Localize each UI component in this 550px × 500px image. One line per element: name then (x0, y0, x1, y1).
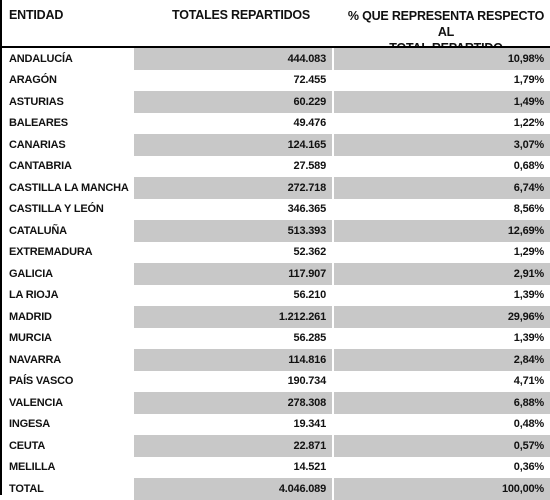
cell-total: 513.393 (134, 220, 334, 242)
cell-entidad: CATALUÑA (9, 224, 67, 237)
cell-porcentaje: 12,69% (334, 220, 550, 242)
cell-total: 56.285 (134, 328, 334, 350)
table-row (0, 91, 550, 113)
table-row (0, 199, 550, 221)
cell-porcentaje: 100,00% (334, 478, 550, 500)
cell-porcentaje: 3,07% (334, 134, 550, 156)
cell-total: 56.210 (134, 285, 334, 307)
table-row (0, 70, 550, 92)
cell-entidad: INGESA (9, 418, 50, 431)
cell-porcentaje: 0,36% (513, 461, 544, 474)
cell-total: 117.907 (134, 263, 334, 285)
cell-entidad: NAVARRA (9, 353, 61, 366)
cell-total: 60.229 (134, 91, 334, 113)
cell-total: 114.816 (134, 349, 334, 371)
cell-porcentaje: 10,98% (334, 48, 550, 70)
cell-entidad: CASTILLA Y LEÓN (9, 203, 104, 216)
cell-entidad: CASTILLA LA MANCHA (9, 181, 129, 194)
table-row (0, 177, 550, 199)
cell-total: 22.871 (134, 435, 334, 457)
cell-total: 4.046.089 (134, 478, 334, 500)
cell-total: 27.589 (134, 156, 334, 178)
cell-total: 52.362 (134, 242, 334, 264)
cell-entidad: CEUTA (9, 439, 46, 452)
header-porcentaje-line1: % QUE REPRESENTA RESPECTO AL (347, 9, 545, 39)
cell-porcentaje: 29,96% (334, 306, 550, 328)
cell-total: 19.341 (134, 414, 334, 436)
cell-porcentaje: 8,56% (513, 203, 544, 216)
cell-porcentaje: 1,79% (513, 74, 544, 87)
cell-total: 49.476 (134, 113, 334, 135)
table-row (0, 435, 550, 457)
table-body (0, 48, 550, 500)
cell-entidad: ASTURIAS (9, 95, 64, 108)
header-entidad: ENTIDAD (9, 8, 64, 22)
cell-porcentaje: 1,22% (513, 117, 544, 130)
table-row (0, 48, 550, 70)
table-row (0, 478, 550, 500)
table-row (0, 457, 550, 479)
table-row (0, 371, 550, 393)
table-row (0, 306, 550, 328)
table-header (0, 0, 550, 46)
cell-total: 272.718 (134, 177, 334, 199)
cell-entidad: BALEARES (9, 117, 68, 130)
cell-porcentaje: 1,39% (513, 289, 544, 302)
cell-total: 346.365 (134, 199, 334, 221)
table-row (0, 349, 550, 371)
cell-porcentaje: 2,91% (334, 263, 550, 285)
cell-entidad: MELILLA (9, 461, 56, 474)
cell-total: 190.734 (134, 371, 334, 393)
cell-porcentaje: 0,68% (513, 160, 544, 173)
table-row (0, 263, 550, 285)
cell-entidad: MURCIA (9, 332, 52, 345)
table-row (0, 285, 550, 307)
cell-porcentaje: 4,71% (513, 375, 544, 388)
cell-total: 72.455 (134, 70, 334, 92)
table-row (0, 392, 550, 414)
cell-total: 1.212.261 (134, 306, 334, 328)
cell-entidad: ANDALUCÍA (9, 52, 73, 65)
cell-entidad: ARAGÓN (9, 74, 57, 87)
cell-porcentaje: 0,57% (334, 435, 550, 457)
cell-entidad: TOTAL (9, 482, 44, 495)
table-row (0, 156, 550, 178)
cell-entidad: GALICIA (9, 267, 53, 280)
cell-entidad: LA RIOJA (9, 289, 59, 302)
header-totales: TOTALES REPARTIDOS (172, 8, 311, 22)
cell-total: 14.521 (134, 457, 334, 479)
table-row (0, 414, 550, 436)
cell-entidad: PAÍS VASCO (9, 375, 74, 388)
cell-entidad: EXTREMADURA (9, 246, 93, 259)
cell-total: 278.308 (134, 392, 334, 414)
cell-entidad: CANARIAS (9, 138, 66, 151)
table-row (0, 134, 550, 156)
cell-porcentaje: 1,29% (513, 246, 544, 259)
cell-porcentaje: 1,49% (334, 91, 550, 113)
table-row (0, 113, 550, 135)
cell-total: 124.165 (134, 134, 334, 156)
table-row (0, 328, 550, 350)
cell-entidad: VALENCIA (9, 396, 63, 409)
table-row (0, 242, 550, 264)
cell-total: 444.083 (134, 48, 334, 70)
cell-porcentaje: 1,39% (513, 332, 544, 345)
cell-porcentaje: 6,74% (334, 177, 550, 199)
cell-porcentaje: 6,88% (334, 392, 550, 414)
cell-entidad: MADRID (9, 310, 52, 323)
table-row (0, 220, 550, 242)
cell-entidad: CANTABRIA (9, 160, 72, 173)
cell-porcentaje: 0,48% (513, 418, 544, 431)
cell-porcentaje: 2,84% (334, 349, 550, 371)
